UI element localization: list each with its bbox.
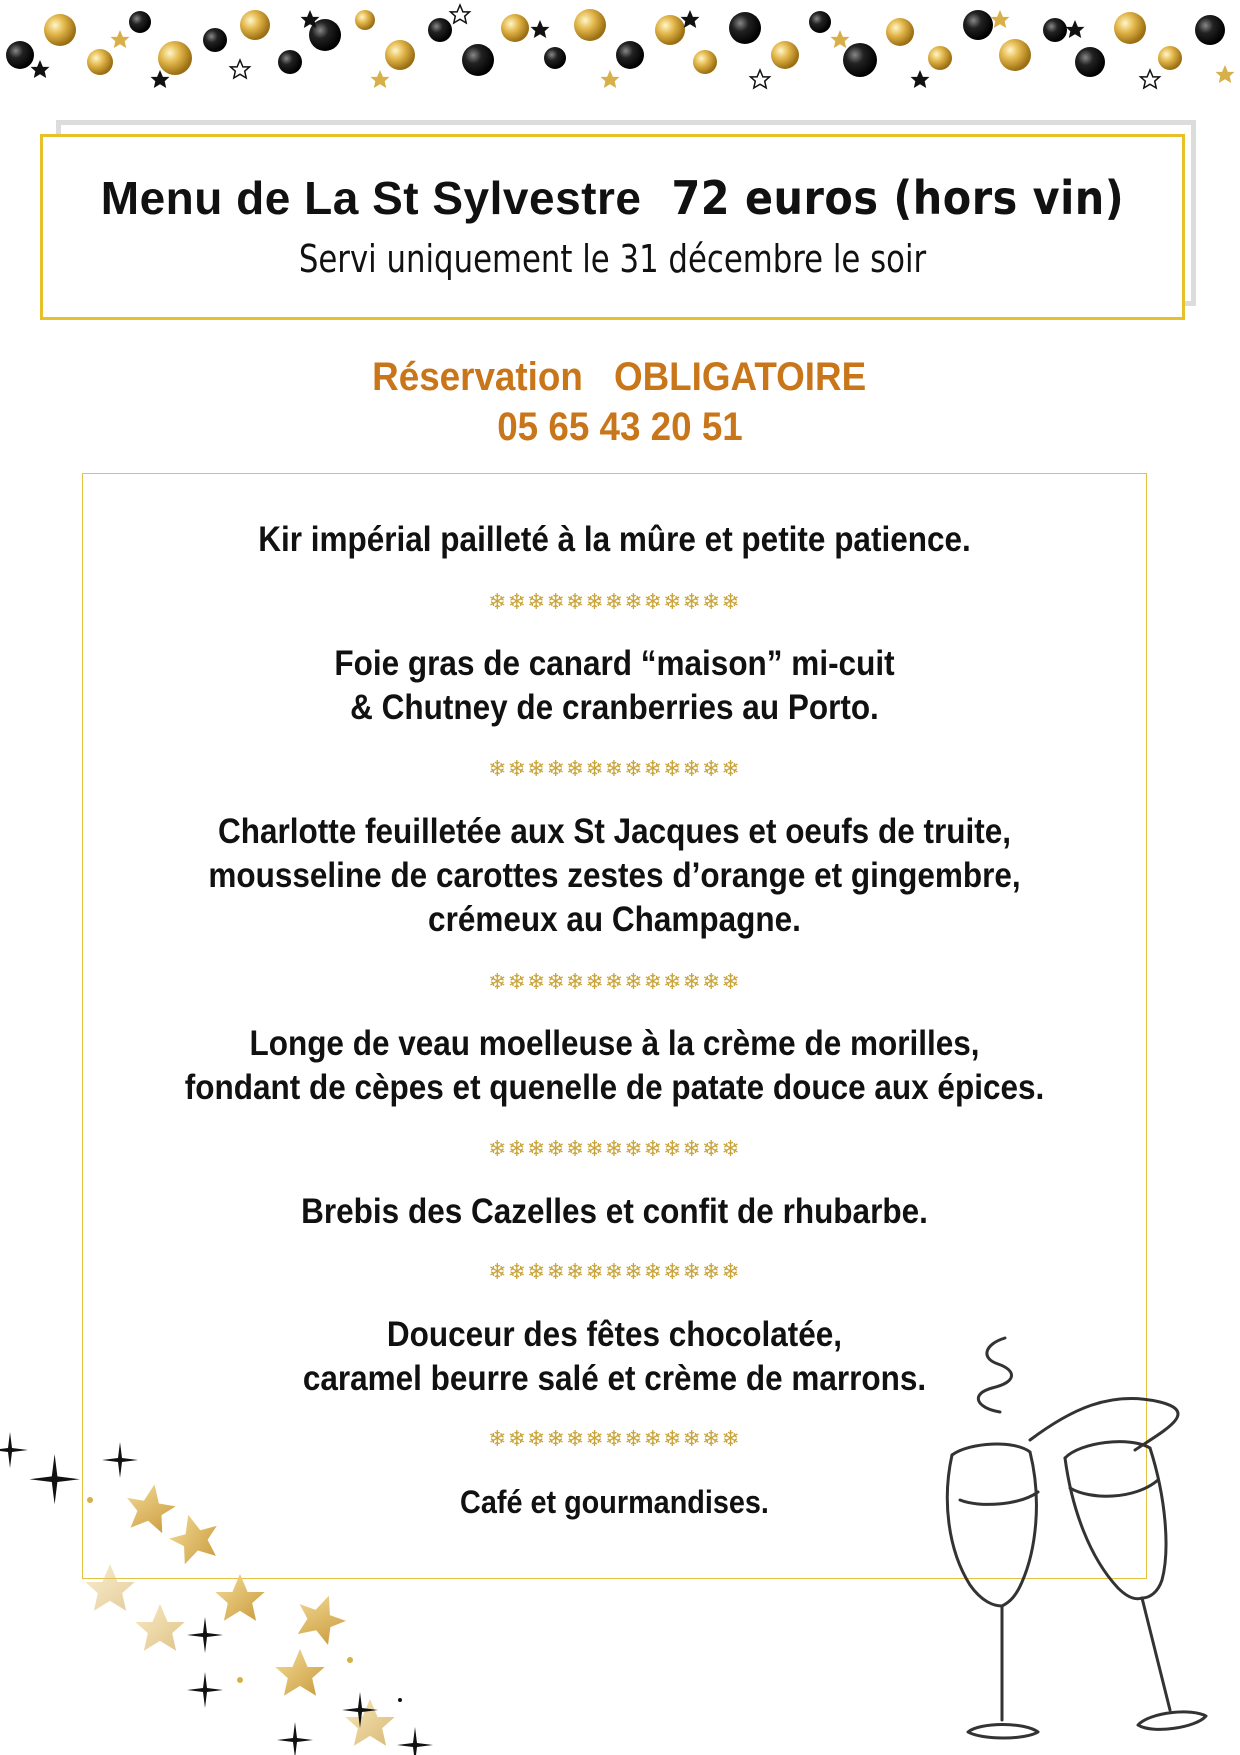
course-line: crémeux au Champagne.: [428, 900, 801, 939]
course-aperitif: [82, 518, 1147, 562]
separator: ❄❄❄❄❄❄❄❄❄❄❄❄❄: [488, 1260, 741, 1285]
course-line: Charlotte feuilletée aux St Jacques et oeufs de truite,: [218, 812, 1011, 851]
course-main: [82, 1022, 1147, 1110]
header-box: [40, 134, 1185, 320]
course-line: Longe de veau moelleuse à la crème de morilles,: [249, 1024, 980, 1063]
separator: ❄❄❄❄❄❄❄❄❄❄❄❄❄: [488, 970, 741, 995]
course-line: Kir impérial pailleté à la mûre et petite patience.: [258, 520, 971, 559]
menu-price: 72 euros (hors vin): [671, 171, 1125, 225]
separator: ❄❄❄❄❄❄❄❄❄❄❄❄❄: [488, 590, 741, 615]
menu-title-text: Menu de La St Sylvestre: [100, 172, 642, 224]
separator: ❄❄❄❄❄❄❄❄❄❄❄❄❄: [488, 757, 741, 782]
course-cheese: [82, 1190, 1147, 1234]
stars-decoration: [0, 1300, 460, 1755]
reservation-phone: 05 65 43 20 51: [497, 405, 743, 449]
course-line: mousseline de carottes zestes d’orange et gingembre,: [208, 856, 1021, 895]
course-line: fondant de cèpes et quenelle de patate douce aux épices.: [184, 1068, 1045, 1107]
garland-ornaments: [6, 9, 1225, 77]
course-starter: [82, 642, 1147, 730]
reservation-line: [0, 352, 1240, 402]
course-line: Foie gras de canard “maison” mi-cuit: [334, 644, 895, 683]
course-fish: [82, 810, 1147, 942]
separator: ❄❄❄❄❄❄❄❄❄❄❄❄❄: [488, 1137, 741, 1162]
course-line: Douceur des fêtes chocolatée,: [386, 1315, 843, 1354]
menu-title: [43, 171, 1182, 225]
reservation-label: Réservation: [372, 355, 583, 399]
garland-decoration: [0, 0, 1240, 118]
course-line: caramel beurre salé et crème de marrons.: [302, 1359, 927, 1398]
reservation-block: [0, 352, 1240, 452]
course-line: & Chutney de cranberries au Porto.: [350, 688, 879, 727]
champagne-glasses-illustration: [930, 1330, 1230, 1750]
reservation-emphasis: OBLIGATOIRE: [613, 355, 867, 399]
course-line: Brebis des Cazelles et confit de rhubarbe.: [301, 1192, 928, 1231]
course-line: Café et gourmandises.: [460, 1484, 769, 1520]
separator: ❄❄❄❄❄❄❄❄❄❄❄❄❄: [488, 1427, 741, 1452]
menu-subtitle: Servi uniquement le 31 décembre le soir: [298, 237, 927, 281]
